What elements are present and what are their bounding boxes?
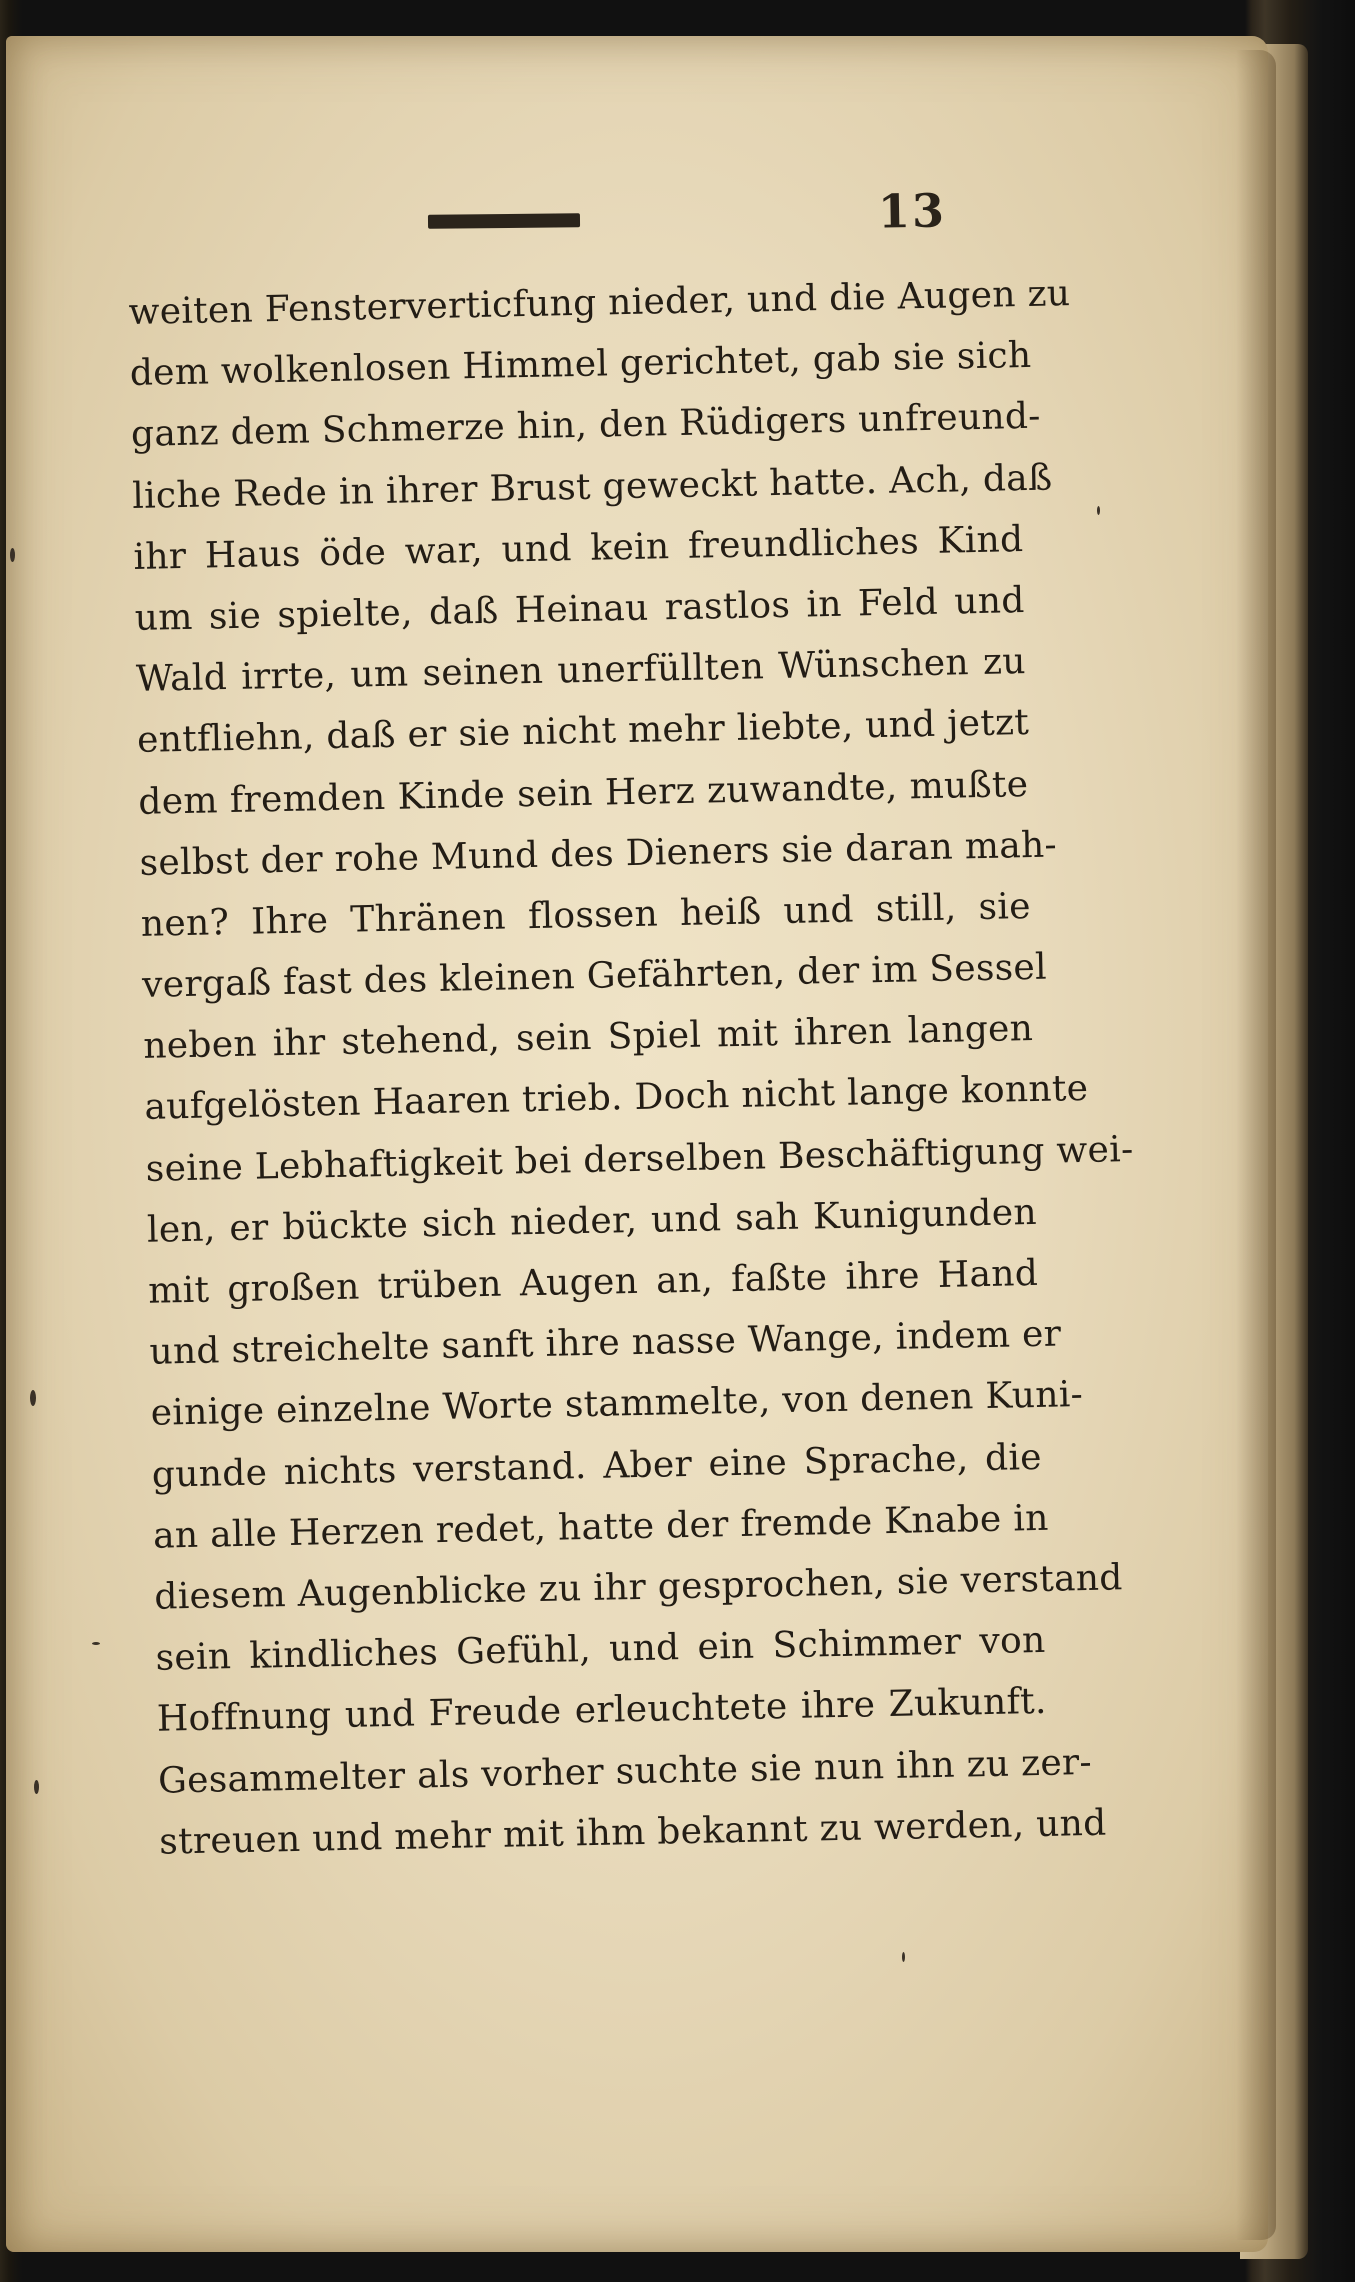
body-text: [128, 264, 1134, 1872]
text-line: neben ihr stehend, sein Spiel mit ihren langen: [142, 1008, 1034, 1068]
text-line: selbst der rohe Mund des Dieners sie daran mah-: [139, 824, 1058, 884]
text-line: dem wolkenlosen Himmel gerichtet, gab sie sich: [129, 335, 1032, 395]
paper-speck: [1097, 506, 1100, 515]
text-line: an alle Herzen redet, hatte der fremde Knabe in: [152, 1497, 1049, 1557]
text-line: einige einzelne Worte stammelte, von denen Kuni-: [150, 1374, 1084, 1435]
text-line: Hoffnung und Freude erleuchtete ihre Zukunft.: [156, 1681, 1048, 1741]
page-number: 13: [877, 183, 947, 239]
text-line: sein kindliches Gefühl, und ein Schimmer von: [155, 1619, 1046, 1679]
text-line: ihr Haus öde war, und kein freundliches Kind: [133, 518, 1024, 578]
text-line: ganz dem Schmerze hin, den Rüdigers unfreund-: [130, 396, 1042, 456]
paper-speck: [92, 1642, 100, 1645]
text-line: len, er bückte sich nieder, und sah Kunigunden: [146, 1191, 1038, 1251]
text-line: nen? Ihre Thränen flossen heiß und still, sie: [140, 885, 1032, 945]
text-line: und streichelte sanft ihre nasse Wange, indem er: [149, 1313, 1062, 1373]
header-rule: [428, 213, 580, 229]
text-line: um sie spielte, daß Heinau rastlos in Feld und: [134, 580, 1025, 639]
text-line: dem fremden Kinde sein Herz zuwandte, mußte: [138, 763, 1029, 823]
text-line: entfliehn, daß er sie nicht mehr liebte, und jetzt: [136, 702, 1030, 762]
text-line: liche Rede in ihrer Brust geweckt hatte. Ach, daß: [131, 457, 1053, 517]
text-line: vergaß fast des kleinen Gefährten, der im Sessel: [141, 946, 1048, 1006]
text-line: seine Lebhaftigkeit bei derselben Beschäftigung wei-: [145, 1128, 1134, 1190]
paper-speck: [902, 1952, 905, 1962]
paper-speck: [30, 1390, 36, 1406]
text-line: aufgelösten Haaren trieb. Doch nicht lange konnte: [144, 1068, 1089, 1129]
text-line: gunde nichts verstand. Aber eine Sprache, die: [151, 1436, 1043, 1496]
paper-speck: [34, 1780, 39, 1794]
text-line: weiten Fensterverticfung nieder, und die Augen zu: [128, 273, 1071, 333]
text-line: Wald irrte, um seinen unerfüllten Wünschen zu: [135, 641, 1027, 701]
text-line: diesem Augenblicke zu ihr gesprochen, sie verstand: [153, 1557, 1124, 1618]
page-edge-shadow: [1236, 50, 1276, 2240]
text-line: Gesammelter als vorher suchte sie nun ihn zu zer-: [157, 1741, 1093, 1802]
paper-speck: [10, 548, 15, 562]
text-line: streuen und mehr mit ihm bekannt zu werden, und: [158, 1802, 1107, 1863]
text-line: mit großen trüben Augen an, faßte ihre Hand: [147, 1252, 1039, 1312]
